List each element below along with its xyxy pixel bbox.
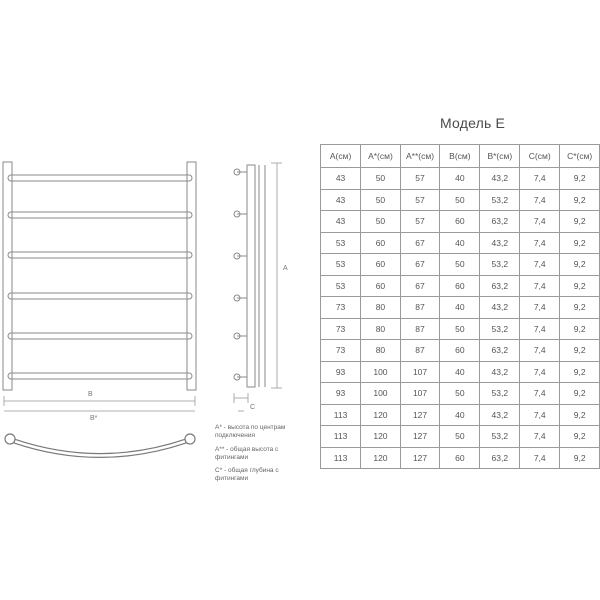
table-cell: 50	[361, 168, 401, 190]
rail-bar	[8, 252, 192, 258]
table-cell: 73	[321, 318, 361, 340]
table-cell: 63,2	[480, 211, 520, 233]
table-cell: 43,2	[480, 168, 520, 190]
table-cell: 7,4	[520, 404, 560, 426]
table-row	[321, 318, 600, 340]
table-cell: 43,2	[480, 361, 520, 383]
table-cell: 60	[440, 340, 480, 362]
table-header-row	[321, 145, 600, 168]
note-a-star	[215, 424, 285, 440]
table-cell: 87	[400, 297, 440, 319]
table-cell: 80	[361, 340, 401, 362]
table-cell: 57	[400, 211, 440, 233]
table-cell: 7,4	[520, 189, 560, 211]
depth-dimension-c	[234, 393, 248, 411]
table-row	[321, 447, 600, 469]
side-view-drawing	[234, 165, 265, 387]
table-cell: 53	[321, 275, 361, 297]
table-cell: 53,2	[480, 318, 520, 340]
table-cell: 107	[400, 383, 440, 405]
table-cell: 60	[361, 232, 401, 254]
table-cell: 9,2	[560, 426, 600, 448]
table-cell: 60	[361, 275, 401, 297]
table-row	[321, 232, 600, 254]
note-line: подключения	[215, 432, 255, 439]
table-cell: 53,2	[480, 383, 520, 405]
depth-label-c: С	[250, 404, 256, 411]
table-cell: 120	[361, 447, 401, 469]
table-cell: 113	[321, 404, 361, 426]
table-cell: 73	[321, 297, 361, 319]
table-cell: 113	[321, 426, 361, 448]
table-row	[321, 189, 600, 211]
table-body	[321, 168, 600, 469]
rail-bar	[8, 373, 192, 379]
table-row	[321, 254, 600, 276]
column-header: С(см)	[520, 145, 560, 168]
table-row	[321, 426, 600, 448]
bottom-view-drawing	[5, 434, 195, 456]
table-cell: 113	[321, 447, 361, 469]
table-cell: 60	[440, 275, 480, 297]
height-label-a: А	[283, 265, 288, 272]
width-label-b: В	[88, 391, 93, 398]
table-cell: 50	[361, 211, 401, 233]
table-cell: 9,2	[560, 275, 600, 297]
table-cell: 53,2	[480, 426, 520, 448]
table-cell: 7,4	[520, 361, 560, 383]
table-cell: 9,2	[560, 340, 600, 362]
table-cell: 53	[321, 254, 361, 276]
table-cell: 87	[400, 318, 440, 340]
table-cell: 7,4	[520, 232, 560, 254]
table-cell: 50	[440, 254, 480, 276]
table-cell: 60	[440, 211, 480, 233]
note-line: С* - общая глубина с	[215, 467, 279, 474]
table-cell: 40	[440, 404, 480, 426]
table-cell: 50	[440, 189, 480, 211]
column-header: А(см)	[321, 145, 361, 168]
table-cell: 40	[440, 168, 480, 190]
table-cell: 53,2	[480, 254, 520, 276]
note-c-star	[215, 467, 279, 483]
table-cell: 50	[440, 426, 480, 448]
table-cell: 67	[400, 232, 440, 254]
table-cell: 7,4	[520, 168, 560, 190]
table-cell: 100	[361, 383, 401, 405]
table-row	[321, 383, 600, 405]
table-cell: 53	[321, 232, 361, 254]
table-cell: 80	[361, 297, 401, 319]
table-row	[321, 211, 600, 233]
table-cell: 127	[400, 426, 440, 448]
table-cell: 9,2	[560, 168, 600, 190]
table-cell: 43,2	[480, 297, 520, 319]
column-header: А*(см)	[361, 145, 401, 168]
table-cell: 43	[321, 168, 361, 190]
table-cell: 40	[440, 297, 480, 319]
table-cell: 100	[361, 361, 401, 383]
table-cell: 63,2	[480, 275, 520, 297]
table-cell: 9,2	[560, 211, 600, 233]
table-cell: 93	[321, 361, 361, 383]
note-line: А* - высота по центрам	[215, 424, 286, 431]
table-cell: 9,2	[560, 447, 600, 469]
column-header: В(см)	[440, 145, 480, 168]
table-cell: 63,2	[480, 340, 520, 362]
table-cell: 93	[321, 383, 361, 405]
note-line: А** - общая высота с	[215, 446, 279, 453]
table-cell: 9,2	[560, 361, 600, 383]
table-row	[321, 361, 600, 383]
table-cell: 9,2	[560, 383, 600, 405]
table-cell: 43	[321, 189, 361, 211]
table-cell: 9,2	[560, 404, 600, 426]
table-cell: 80	[361, 318, 401, 340]
table-cell: 60	[440, 447, 480, 469]
table-cell: 73	[321, 340, 361, 362]
width-label-b-star: В*	[90, 415, 98, 422]
table-cell: 7,4	[520, 275, 560, 297]
note-line: фитингами	[215, 475, 249, 482]
table-cell: 7,4	[520, 318, 560, 340]
table-row	[321, 404, 600, 426]
rail-bar	[8, 333, 192, 339]
table-row	[321, 297, 600, 319]
table-cell: 107	[400, 361, 440, 383]
table-row	[321, 168, 600, 190]
table-cell: 9,2	[560, 232, 600, 254]
table-cell: 7,4	[520, 340, 560, 362]
model-title: Модель Е	[440, 115, 506, 131]
table-cell: 43,2	[480, 404, 520, 426]
table-cell: 9,2	[560, 254, 600, 276]
table-cell: 7,4	[520, 426, 560, 448]
table-cell: 7,4	[520, 447, 560, 469]
table-row	[321, 275, 600, 297]
front-view-drawing	[3, 162, 196, 390]
table-cell: 40	[440, 232, 480, 254]
table-cell: 7,4	[520, 297, 560, 319]
table-cell: 120	[361, 404, 401, 426]
width-dimension-b	[4, 396, 195, 406]
table-cell: 7,4	[520, 254, 560, 276]
table-cell: 7,4	[520, 211, 560, 233]
table-cell: 127	[400, 447, 440, 469]
table-cell: 57	[400, 189, 440, 211]
table-cell: 67	[400, 254, 440, 276]
table-cell: 43	[321, 211, 361, 233]
table-cell: 50	[440, 383, 480, 405]
table-cell: 9,2	[560, 297, 600, 319]
table-cell: 9,2	[560, 189, 600, 211]
table-cell: 50	[361, 189, 401, 211]
table-cell: 57	[400, 168, 440, 190]
table-cell: 60	[361, 254, 401, 276]
table-cell: 67	[400, 275, 440, 297]
rail-bar	[8, 212, 192, 218]
left-upright	[3, 162, 12, 390]
side-upright	[247, 165, 255, 387]
table-cell: 120	[361, 426, 401, 448]
note-line: фитингами	[215, 454, 249, 461]
right-upright	[187, 162, 196, 390]
rail-bar	[8, 175, 192, 181]
column-header: В*(см)	[480, 145, 520, 168]
table-cell: 9,2	[560, 318, 600, 340]
table-cell: 53,2	[480, 189, 520, 211]
table-cell: 87	[400, 340, 440, 362]
height-dimension-a	[271, 163, 282, 388]
table-cell: 43,2	[480, 232, 520, 254]
table-cell: 50	[440, 318, 480, 340]
table-row	[321, 340, 600, 362]
rail-bar	[8, 293, 192, 299]
table-cell: 63,2	[480, 447, 520, 469]
table-cell: 127	[400, 404, 440, 426]
table-cell: 40	[440, 361, 480, 383]
table-cell: 7,4	[520, 383, 560, 405]
column-header: А**(см)	[400, 145, 440, 168]
column-header: С*(см)	[560, 145, 600, 168]
note-a-double-star	[215, 446, 278, 462]
specifications-table	[320, 144, 600, 469]
